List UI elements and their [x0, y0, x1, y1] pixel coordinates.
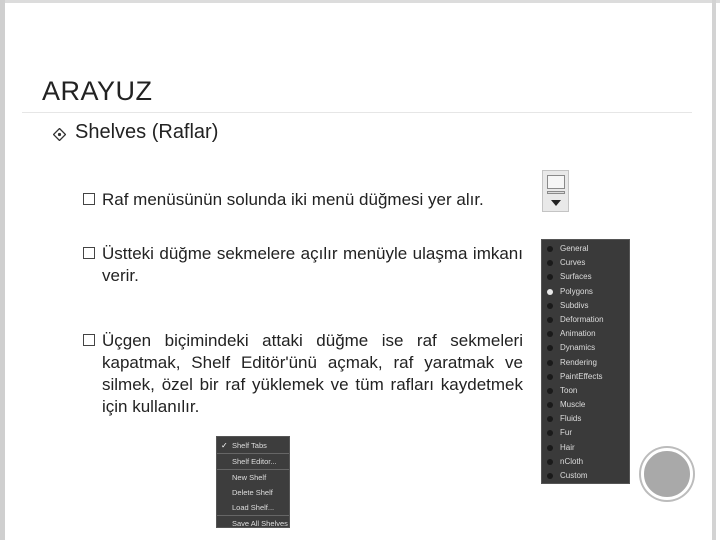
- bullet-icon: [53, 128, 66, 141]
- checkmark-icon: ✓: [221, 441, 228, 450]
- radio-icon: [547, 345, 553, 351]
- shelf-menu-item[interactable]: Fluids: [542, 412, 629, 426]
- shelf-menu-item[interactable]: Rendering: [542, 356, 629, 370]
- slide-title: ARAYUZ: [42, 76, 153, 106]
- subbullet-text: Raf menüsünün solunda iki menü düğmesi yer alır.: [102, 190, 484, 209]
- shelf-menu-item[interactable]: nCloth: [542, 455, 629, 469]
- checkbox-bullet-icon: [83, 247, 95, 259]
- shelf-tab-icon-lower: [547, 191, 565, 194]
- shelf-menu-item[interactable]: Fur: [542, 426, 629, 440]
- shelf-options-menu: [216, 436, 290, 528]
- radio-icon: [547, 331, 553, 337]
- options-menu-item[interactable]: Shelf Editor...: [217, 454, 289, 470]
- shelf-menu-item[interactable]: Toon: [542, 384, 629, 398]
- radio-icon: [547, 388, 553, 394]
- options-menu-item[interactable]: Delete Shelf: [232, 488, 273, 497]
- radio-icon: [547, 374, 553, 380]
- radio-icon: [547, 430, 553, 436]
- subbullet-text: Üstteki düğme sekmelere açılır menüyle ulaşma imkanı verir.: [102, 244, 523, 285]
- radio-icon: [547, 246, 553, 252]
- shelf-tab-button[interactable]: [542, 170, 569, 212]
- shelf-menu-item[interactable]: Deformation: [542, 313, 629, 327]
- radio-icon: [547, 317, 553, 323]
- shelf-menu-item[interactable]: Animation: [542, 327, 629, 341]
- bullet-text: Shelves (Raflar): [75, 121, 219, 143]
- slide-frame-left: [0, 0, 5, 540]
- shelf-menu-item-selected[interactable]: Polygons: [542, 285, 629, 299]
- shelf-menu-item[interactable]: Curves: [542, 256, 629, 270]
- shelf-menu-item[interactable]: Subdivs: [542, 299, 629, 313]
- subbullet-item: [83, 243, 523, 287]
- subbullet-text: Üçgen biçimindeki attaki düğme ise raf sekmeleri kapatmak, Shelf Editör'ünü açmak, raf yaratmak ve silmek, özel bir raf yüklemek ve tüm rafları kaydetmek için kullanılır.: [102, 331, 523, 416]
- slide-frame-right: [712, 0, 716, 540]
- subbullet-item: [83, 189, 523, 211]
- decorative-circle: [641, 448, 693, 500]
- title-divider: [22, 112, 692, 113]
- options-menu-item-checked[interactable]: ✓ Shelf Tabs: [217, 438, 289, 454]
- checkbox-bullet-icon: [83, 334, 95, 346]
- radio-selected-icon: [547, 289, 553, 295]
- shelf-menu-item[interactable]: General: [542, 242, 629, 256]
- radio-icon: [547, 260, 553, 266]
- shelf-menu-item[interactable]: Custom: [542, 469, 629, 483]
- options-menu-item[interactable]: Save All Shelves: [232, 519, 288, 528]
- shelf-menu-item[interactable]: Muscle: [542, 398, 629, 412]
- checkbox-bullet-icon: [83, 193, 95, 205]
- options-menu-item[interactable]: New Shelf: [232, 473, 267, 482]
- radio-icon: [547, 459, 553, 465]
- radio-icon: [547, 473, 553, 479]
- shelf-tab-icon: [547, 175, 565, 189]
- radio-icon: [547, 360, 553, 366]
- shelf-menu-item[interactable]: Hair: [542, 441, 629, 455]
- radio-icon: [547, 416, 553, 422]
- options-menu-item[interactable]: Load Shelf...: [217, 500, 289, 516]
- slide-frame-top: [5, 0, 720, 3]
- radio-icon: [547, 402, 553, 408]
- radio-icon: [547, 303, 553, 309]
- shelf-menu-item[interactable]: PaintEffects: [542, 370, 629, 384]
- subbullet-item: [83, 330, 523, 418]
- shelf-menu-item[interactable]: Surfaces: [542, 270, 629, 284]
- radio-icon: [547, 445, 553, 451]
- triangle-down-icon: [551, 200, 561, 206]
- shelf-tabs-menu: [541, 239, 630, 484]
- shelf-menu-item[interactable]: Dynamics: [542, 341, 629, 355]
- radio-icon: [547, 274, 553, 280]
